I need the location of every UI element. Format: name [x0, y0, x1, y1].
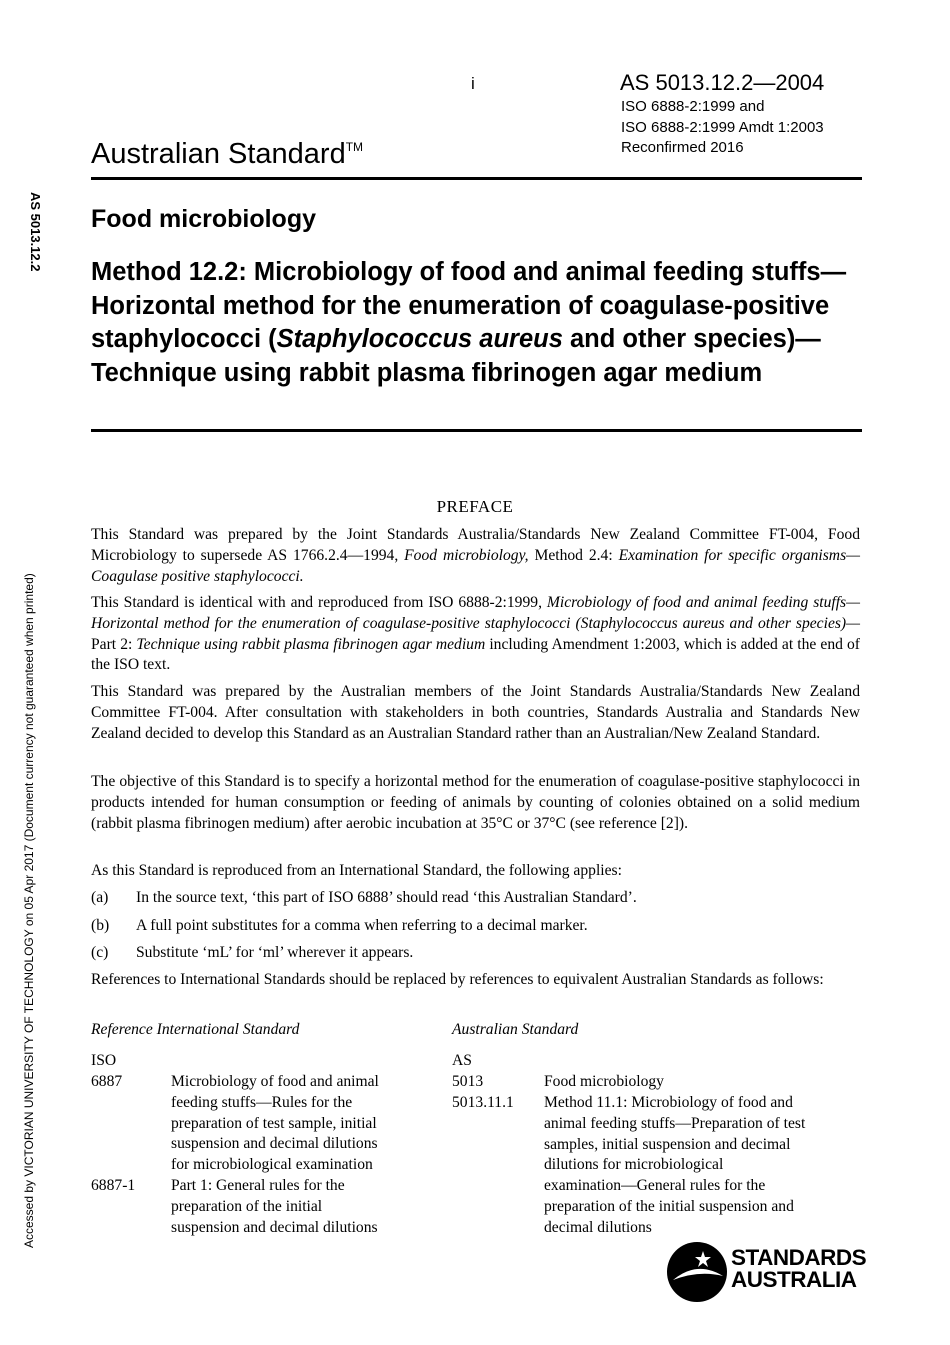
p1-text: This Standard was prepared by the Joint Standards Australia/Standards New Zealand Committee FT-004, Food Microbiology to supersede AS 1766.2.4—1994, — [91, 526, 860, 564]
table-line: Microbiology of food and animal — [171, 1073, 379, 1090]
method-title — [91, 256, 862, 390]
table-left-desc — [171, 1176, 378, 1238]
preface-paragraph-4: The objective of this Standard is to specify a horizontal method for the enumeration of coagulase-positive staphylococci in products intended for human consumption or feeding of animals by counting of colonies obtained on a solid medium (rabbit plasma fibrinogen medium) after aerobic incubation at 35°C or 37°C (see reference [2]). — [91, 773, 860, 832]
table-line: Method 11.1: Microbiology of food and — [544, 1094, 793, 1111]
table-right-org: AS — [452, 1052, 472, 1069]
table-line: dilutions for microbiological — [544, 1156, 724, 1174]
table-line: preparation of test sample, initial — [171, 1114, 377, 1132]
table-right-desc — [544, 1093, 805, 1239]
preface-paragraph-1 — [91, 525, 860, 587]
table-line: samples, initial suspension and decimal — [544, 1135, 791, 1153]
table-line: suspension and decimal dilutions — [171, 1135, 378, 1153]
table-line: preparation of the initial suspension and — [544, 1197, 794, 1215]
table-right-code: 5013.11.1 — [452, 1094, 514, 1111]
list-text: Substitute ‘mL’ for ‘ml’ wherever it appears. — [136, 944, 414, 961]
standards-australia-logo-icon — [665, 1240, 729, 1309]
preface-paragraph-5: As this Standard is reproduced from an International Standard, the following applies: — [91, 862, 622, 879]
title-rule — [91, 429, 862, 432]
table-line: examination—General rules for the — [544, 1177, 766, 1195]
table-line: feeding stuffs—Rules for the — [171, 1093, 353, 1111]
list-item — [91, 943, 413, 964]
table-line: Food microbiology — [544, 1073, 664, 1090]
list-label: (b) — [91, 917, 110, 934]
preface-paragraph-2 — [91, 593, 860, 676]
side-standard-code: AS 5013.12.2 — [28, 192, 43, 272]
table-head-left: Reference International Standard — [91, 1021, 300, 1038]
method-title-part-2: and other species)—Technique using rabbit plasma fibrinogen agar medium — [91, 325, 821, 387]
table-line: preparation of the initial — [171, 1197, 323, 1215]
table-right-desc — [544, 1072, 664, 1093]
iso-reference: ISO 6888-2:1999 and — [621, 98, 765, 115]
table-left-code: 6887-1 — [91, 1177, 136, 1194]
top-rule — [91, 177, 862, 180]
p1-method: Method 2.4: — [528, 546, 619, 564]
table-left-desc — [171, 1072, 379, 1176]
table-line: Part 1: General rules for the — [171, 1177, 345, 1194]
table-left-org: ISO — [91, 1052, 117, 1069]
logo-line-1: STANDARDS — [731, 1245, 867, 1270]
list-label: (a) — [91, 889, 109, 906]
p2-part: Part 2: — [91, 635, 137, 653]
list-text: A full point substitutes for a comma when referring to a decimal marker. — [136, 917, 588, 934]
reconfirmed-note: Reconfirmed 2016 — [621, 139, 744, 156]
iso-amendment: ISO 6888-2:1999 Amdt 1:2003 — [621, 119, 824, 136]
table-line: decimal dilutions — [544, 1218, 652, 1236]
standard-brand — [91, 138, 363, 171]
p1-italic-title: Food microbiology, — [404, 546, 529, 564]
p2-italic-title: Microbiology of food and animal feeding stuffs—Horizontal method for the enumeration of coagulase-positive staphylococci (Staphylococcus aureus and other species)— — [91, 594, 860, 632]
table-head-right: Australian Standard — [452, 1021, 579, 1038]
preface-heading: PREFACE — [436, 497, 514, 516]
p1-italic-subtitle: Examination for specific organisms—Coagulase positive staphylococci. — [91, 546, 861, 585]
table-line: animal feeding stuffs—Preparation of test — [544, 1114, 806, 1132]
page-number: i — [471, 74, 475, 93]
access-watermark: Accessed by VICTORIAN UNIVERSITY OF TECHNOLOGY on 05 Apr 2017 (Document currency not guaranteed when printed) — [22, 573, 36, 1248]
standards-australia-logo-text — [731, 1247, 866, 1291]
trademark-mark: TM — [345, 140, 364, 154]
method-title-part-1: Method 12.2: Microbiology of food and animal feeding stuffs—Horizontal method for the enumeration of coagulase-positive staphylococci ( — [91, 258, 847, 353]
brand-text: Australian Standard — [91, 138, 346, 170]
p2-amendment: including Amendment 1:2003, which is added at the end of the ISO text. — [91, 635, 860, 674]
table-line: suspension and decimal dilutions — [171, 1218, 378, 1236]
table-line: for microbiological examination — [171, 1156, 373, 1174]
p2-text: This Standard is identical with and reproduced from ISO 6888-2:1999, — [91, 594, 547, 611]
sector-title: Food microbiology — [91, 205, 316, 233]
method-title-italic: Staphylococcus aureus — [276, 325, 563, 353]
table-right-code: 5013 — [452, 1073, 484, 1090]
p2-italic-subtitle: Technique using rabbit plasma fibrinogen agar medium — [136, 635, 486, 653]
preface-paragraph-6: References to International Standards should be replaced by references to equivalent Australian Standards as follows: — [91, 971, 824, 988]
preface-paragraph-3: This Standard was prepared by the Australian members of the Joint Standards Australia/Standards New Zealand Committee FT-004. After consultation with stakeholders in both countries, Standards Australia and Standards New Zealand decided to develop this Standard as an Australian Standard rather than an Australian/New Zealand Standard. — [91, 683, 860, 742]
list-item — [91, 888, 637, 909]
list-item — [91, 916, 588, 937]
logo-line-2: AUSTRALIA — [731, 1267, 857, 1292]
table-left-code: 6887 — [91, 1073, 123, 1090]
list-label: (c) — [91, 944, 109, 961]
standard-number: AS 5013.12.2—2004 — [620, 70, 825, 95]
list-text: In the source text, ‘this part of ISO 6888’ should read ‘this Australian Standard’. — [136, 889, 637, 906]
